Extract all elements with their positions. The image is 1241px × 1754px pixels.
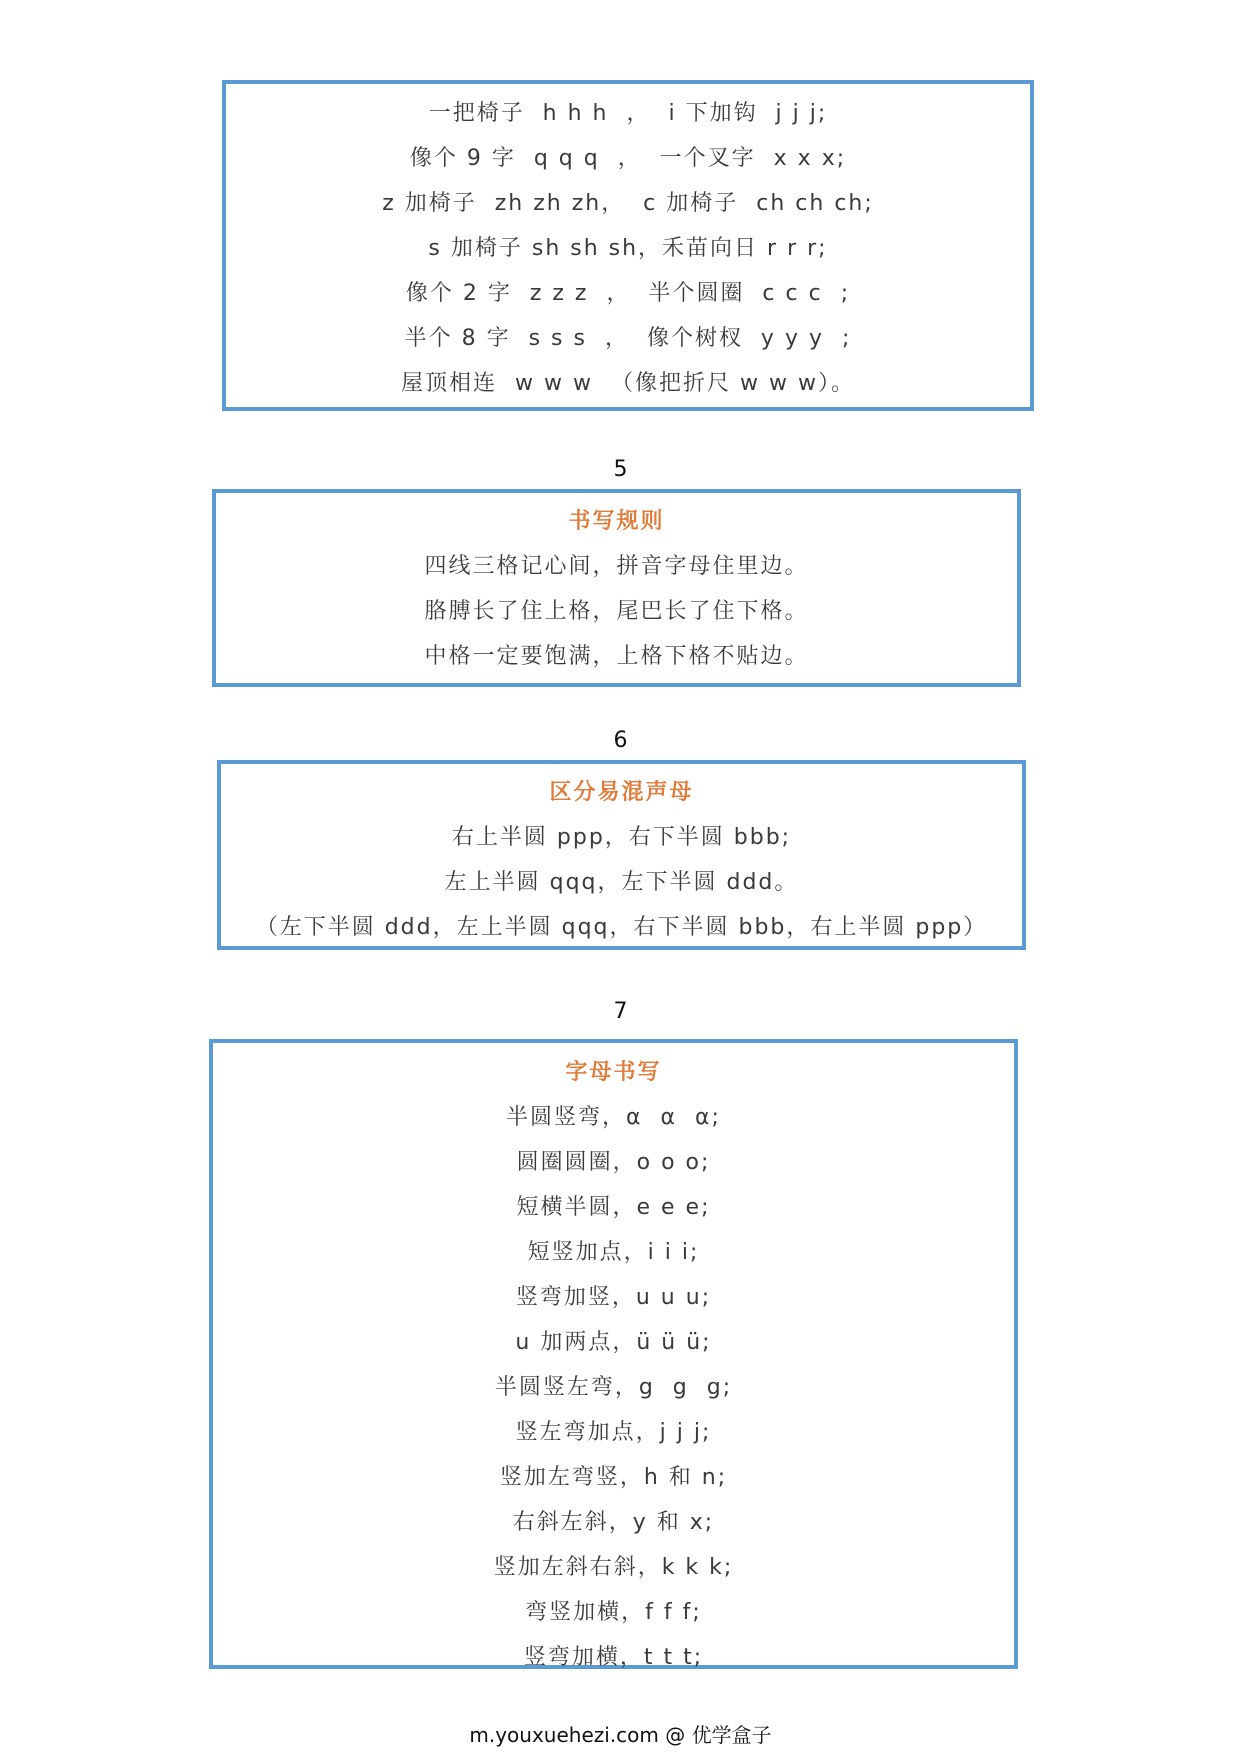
rule-line: 竖弯加横，t t t;: [523, 1645, 704, 1670]
rule-line: 右上半圆 ppp，右下半圆 bbb;: [451, 825, 792, 850]
rule-line: 半圆竖左弯，g g g;: [494, 1375, 733, 1400]
rule-line: 弯竖加横，f f f;: [525, 1600, 702, 1625]
rule-line: s 加椅子 sh sh sh，禾苗向日 r r r;: [428, 236, 828, 261]
section-heading: 字母书写: [565, 1060, 662, 1085]
section-number: 7: [613, 999, 628, 1024]
rule-line: 四线三格记心间，拼音字母住里边。: [424, 554, 809, 579]
rule-line: 竖左弯加点，j j j;: [515, 1420, 712, 1445]
rule-line: （左下半圆 ddd，左上半圆 qqq，右下半圆 bbb，右上半圆 ppp）: [255, 915, 988, 940]
section-7-box: [209, 1039, 1018, 1669]
rule-line: 半圆竖弯，α α α;: [506, 1105, 721, 1130]
rule-line: 半个 8 字 s s s ， 像个树杈 y y y ;: [404, 326, 852, 351]
section-5-box: [212, 489, 1021, 687]
rule-line: 圆圈圆圈，o o o;: [516, 1150, 711, 1175]
footer-watermark: m.youxuehezi.com @ 优学盒子: [469, 1723, 772, 1747]
section-4-box: [222, 80, 1034, 411]
rule-line: 右斜左斜，y 和 x;: [512, 1510, 715, 1535]
rule-line: 像个 2 字 z z z ， 半个圆圈 c c c ;: [405, 281, 851, 306]
section-6-box: [217, 760, 1026, 950]
rule-line: 短竖加点，i i i;: [527, 1240, 700, 1265]
rule-line: 竖加左弯竖，h 和 n;: [499, 1465, 728, 1490]
rule-line: 屋顶相连 w w w （像把折尺 w w w）。: [401, 371, 855, 396]
rule-line: 竖弯加竖，u u u;: [515, 1285, 712, 1310]
section-number: 6: [613, 728, 628, 753]
rule-line: z 加椅子 zh zh zh， c 加椅子 ch ch ch;: [382, 191, 874, 216]
rule-line: 竖加左斜右斜，k k k;: [493, 1555, 734, 1580]
rule-line: 像个 9 字 q q q ， 一个叉字 x x x;: [409, 146, 847, 171]
rule-line: 中格一定要饱满，上格下格不贴边。: [424, 644, 809, 669]
rule-line: 胳膊长了住上格，尾巴长了住下格。: [424, 599, 809, 624]
section-number: 5: [613, 457, 628, 482]
rule-line: 左上半圆 qqq，左下半圆 ddd。: [444, 870, 799, 895]
rule-line: u 加两点，ü ü ü;: [515, 1330, 712, 1355]
section-heading: 书写规则: [568, 509, 665, 534]
rule-line: 一把椅子 h h h ， i 下加钩 j j j;: [428, 101, 828, 126]
rule-line: 短横半圆，e e e;: [516, 1195, 711, 1220]
section-heading: 区分易混声母: [549, 780, 694, 805]
